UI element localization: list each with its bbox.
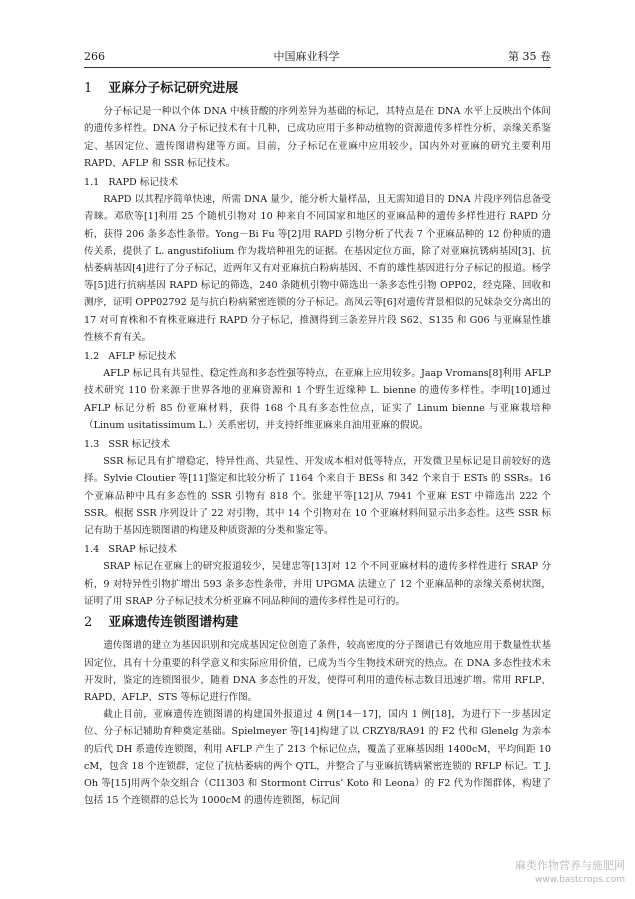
subsection-title: SSR 标记技术 <box>108 439 171 451</box>
paragraph: SSR 标记具有扩增稳定，特异性高、共显性、开发成本相对低等特点，开发微卫星标记是目前较好的选择。Sylvie Cloutier 等[11]鉴定和比较分析了 1164 个来自于 BESs 和 342 个来自于 ESTs 的 SSRs。16 个亚麻品种中具有多态性的 SSR 引物有 818 个。张建平等[12]从 7941 个亚麻 EST 中筛选出 222 个 SSR。根据 SSR 序列设计了 22 对引物，其中 14 个引物对在 10 个亚麻材料间显示出多态性。这些 SSR 标记有助于基因连锁图谱的构建及种质资源的分类和鉴定等。 <box>84 456 551 537</box>
section-heading-1 <box>84 80 551 97</box>
subsection-number: 1.4 <box>84 544 100 556</box>
paragraph: AFLP 标记具有共显性、稳定性高和多态性强等特点，在亚麻上应用较多。Jaap Vromans[8]利用 AFLP 技术研究 110 份来源于世界各地的亚麻资源和 1 个野生近缘种 L. bienne 的遗传多样性。李明[10]通过 AFLP 标记分析 85 份亚麻材料，获得 168 个具有多态性位点，证实了 Linum bienne 与亚麻栽培种（Linum usitatissimum L.）关系密切，并支持纤维亚麻来自油用亚麻的假说。 <box>84 368 551 431</box>
paragraph: 分子标记是一种以个体 DNA 中核苷酸的序列差异为基础的标记，其特点是在 DNA 水平上反映出个体间的遗传多样性。DNA 分子标记技术有十几种，已成功应用于多种动植物的资源遗传多样性分析、亲缘关系鉴定、基因定位、遗传图谱构建等方面。目前，分子标记在亚麻中应用较少，国内外对亚麻的研究主要利用 RAPD、AFLP 和 SSR 标记技术。 <box>84 106 551 169</box>
subsection-number: 1.2 <box>84 351 100 363</box>
running-head <box>84 48 551 64</box>
subsection-title: AFLP 标记技术 <box>108 351 177 363</box>
section-number: 2 <box>84 615 93 631</box>
subsection-title: RAPD 标记技术 <box>108 177 179 189</box>
subsection-heading-1-4 <box>84 541 551 558</box>
paragraph: RAPD 以其程序简单快速，所需 DNA 量少，能分析大量样品，且无需知道目的 DNA 片段序列信息备受青睐。邓欣等[1]利用 25 个随机引物对 10 种来自不同国家和地区的亚麻品种的遗传多样性进行 RAPD 分析，获得 206 条多态性条带。Yong－Bi Fu 等[2]用 RAPD 引物分析了代表 7 个亚麻品种的 12 份种质的遗传关系，提供了 L. angustifolium 作为栽培种祖先的证据。在基因定位方面，除了对亚麻抗锈病基因[3]、抗枯萎病基因[4]进行了分子标记，近两年又有对亚麻抗白粉病基因、不育的雄性基因进行分子标记的报道。杨学等[5]进行抗病基因 RAPD 标记的筛选，240 条随机引物中筛选出一条多态性引物 OPP02，经克隆、回收和测序，证明 OPP02792 是与抗白粉病紧密连锁的分子标记。高凤云等[6]对遗传背景相似的兄妹杂交分离出的 17 对可育株和不育株亚麻进行 RAPD 分子标记，推测得到三条差异片段 S62、S135 和 G06 与亚麻显性雄性核不育有关。 <box>84 194 551 343</box>
section-title: 亚麻分子标记研究进展 <box>108 81 239 96</box>
paragraph: 截止目前，亚麻遗传连锁图谱的构建国外报道过 4 例[14－17]，国内 1 例[18]，为进行下一步基因定位、分子标记辅助育种奠定基础。Spielmeyer 等[14]构建了以 CRZY8/RA91 的 F2 代和 Glenelg 为亲本的后代 DH 系遗传连锁图，利用 AFLP 产生了 213 个标记位点，覆盖了亚麻基因组 1400cM，平均间距 10 cM，包含 18 个连锁群，定位了抗枯萎病的两个 QTL，并整合了与亚麻抗锈病紧密连锁的 RFLP 标记。T. J. Oh 等[15]用两个杂交组合（CI1303 和 Stormont Cirrus’ Koto 和 Leona）的 F2 代为作图群体，构建了包括 15 个连锁群的总长为 1000cM 的遗传连锁图，标记间 <box>84 709 551 807</box>
subsection-heading-1-2 <box>84 348 551 365</box>
paragraph: 遗传图谱的建立为基因识别和完成基因定位创造了条件，较高密度的分子图谱已有效地应用于数量性状基因定位，具有十分重要的科学意义和实际应用价值，已成为当今生物技术研究的热点。在 DNA 多态性技术未开发时，鉴定的连锁图很少，随着 DNA 多态性的开发，使得可利用的遗传标志数目迅速扩增。常用 RFLP、RAPD、AFLP、STS 等标记进行作图。 <box>84 640 551 703</box>
article-body <box>84 76 551 809</box>
watermark-url: www.bastcrops.com <box>534 875 625 885</box>
paragraph: SRAP 标记在亚麻上的研究报道较少，吴建忠等[13]对 12 个不同亚麻材料的遗传多样性进行 SRAP 分析，9 对特异性引物扩增出 593 条多态性条带，并用 UPGMA 法建立了 12 个亚麻品种的亲缘关系树状图，证明了用 SRAP 分子标记技术分析亚麻不同品种间的遗传多样性是可行的。 <box>84 561 551 607</box>
subsection-heading-1-1 <box>84 174 551 191</box>
header-rule <box>84 67 551 68</box>
section-title: 亚麻遗传连锁图谱构建 <box>108 615 239 631</box>
volume-label: 第 35 卷 <box>508 50 551 63</box>
subsection-number: 1.1 <box>84 177 100 189</box>
section-number: 1 <box>84 81 93 96</box>
subsection-number: 1.3 <box>84 439 100 451</box>
site-watermark <box>515 859 625 887</box>
page-number: 266 <box>84 49 105 63</box>
section-heading-2 <box>84 614 551 631</box>
watermark-title: 麻类作物营养与施肥网 <box>515 859 625 872</box>
subsection-title: SRAP 标记技术 <box>108 544 178 556</box>
journal-name: 中国麻业科学 <box>273 50 340 63</box>
subsection-heading-1-3 <box>84 436 551 453</box>
